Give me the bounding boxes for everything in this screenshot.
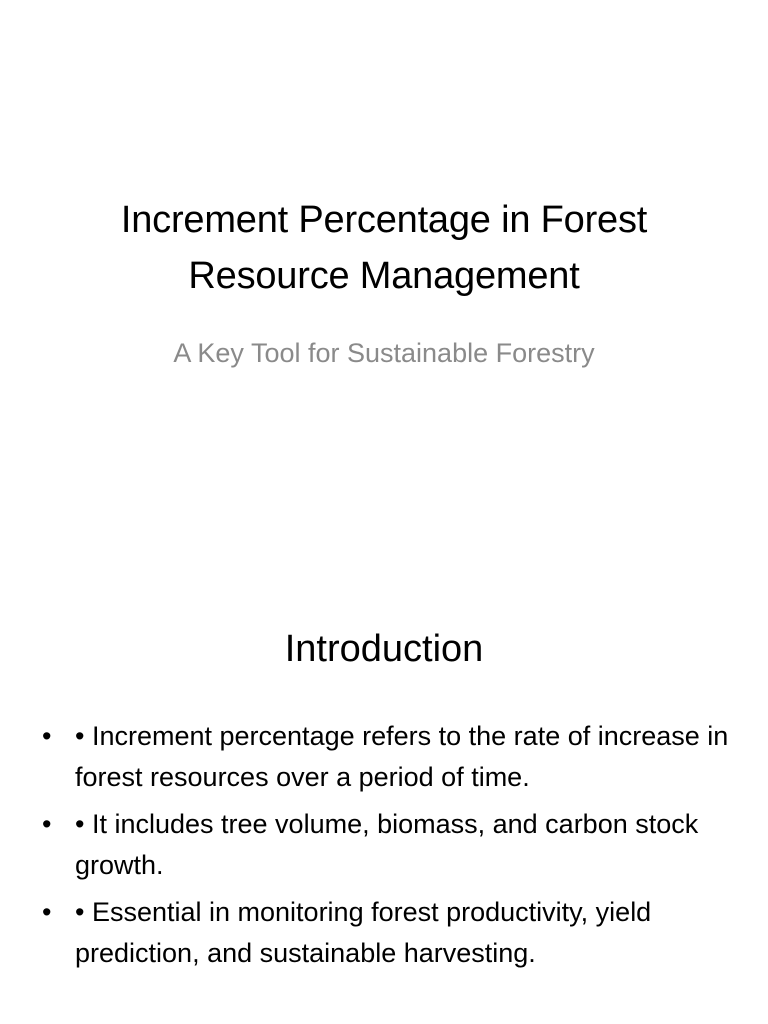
- title-line-1: Increment Percentage in Forest: [120, 199, 648, 241]
- bullet-item: [42, 716, 732, 798]
- bullet-text: • It includes tree volume, biomass, and carbon stock growth.: [75, 809, 699, 880]
- slide-heading: Introduction: [284, 628, 484, 670]
- slide-title-heading: [40, 192, 728, 304]
- bullet-text: • Essential in monitoring forest productivity, yield prediction, and sustainable harvesting.: [75, 897, 652, 968]
- title-line-2: Resource Management: [188, 255, 580, 297]
- slide-subtitle: A Key Tool for Sustainable Forestry: [173, 338, 595, 368]
- bullet-dot-icon: •: [42, 897, 52, 927]
- bullet-item: [42, 892, 732, 974]
- bullet-dot-icon: •: [42, 809, 52, 839]
- bullet-text: • Increment percentage refers to the rate of increase in forest resources over a period of time.: [75, 721, 729, 792]
- bullet-dot-icon: •: [42, 721, 52, 751]
- bullet-list: [42, 716, 732, 980]
- bullet-item: [42, 804, 732, 886]
- slide-introduction: [0, 576, 768, 1024]
